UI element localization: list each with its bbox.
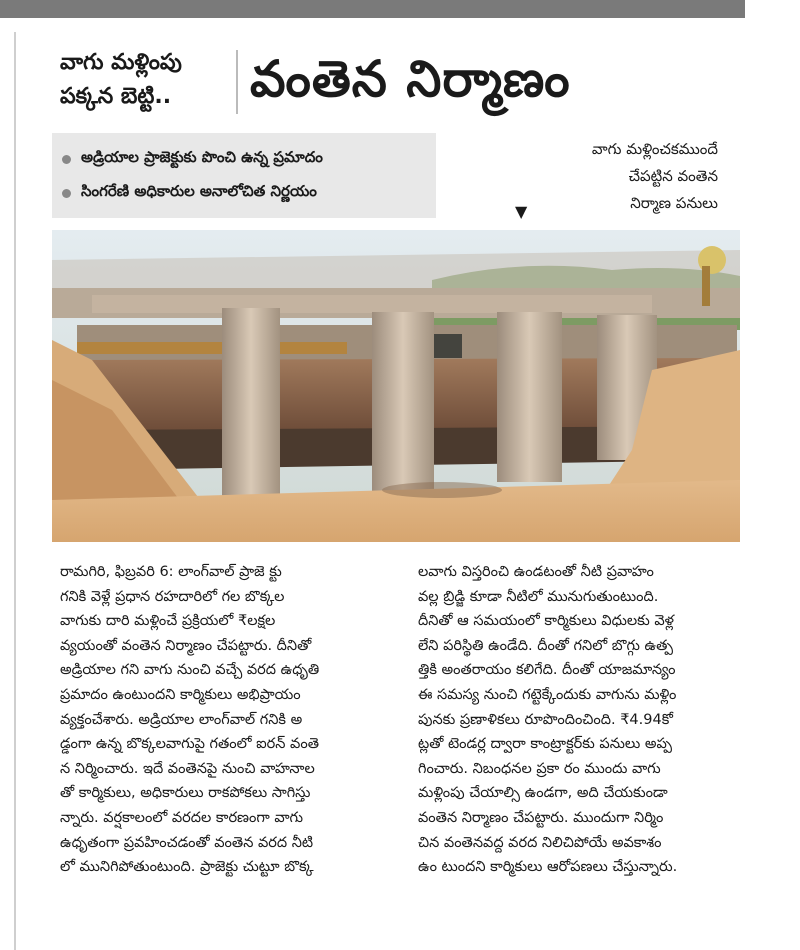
body-line: చిన వంతెనవద్ద వరద నిలిచిపోయే అవకాశం xyxy=(418,834,662,851)
body-line: రామగిరి, ఫిబ్రవరి 6: లాంగ్‌వాల్ ప్రాజె క్టు xyxy=(60,564,282,580)
highlight-text: అడ్రియాల ప్రాజెక్టుకు పొంచి ఉన్న ప్రమాదం xyxy=(81,148,323,166)
body-line: వ్యక్తంచేశారు. అడ్రియాల లాంగ్‌వాల్ గనికి అ xyxy=(60,711,303,728)
caption-line-3: నిర్మాణ పనులు xyxy=(630,194,718,212)
body-line: ఈ సమస్య నుంచి గట్టెక్కేందుకు వాగును మళ్లిం xyxy=(418,686,677,703)
highlight-item xyxy=(62,176,428,210)
bullet-icon xyxy=(62,155,71,164)
top-rule xyxy=(0,0,745,18)
photo-caption xyxy=(528,136,718,217)
article-column-2 xyxy=(418,560,753,880)
bullet-icon xyxy=(62,189,71,198)
body-line: అడ్రియాల గని వాగు నుంచి వచ్చే వరద ఉధృతి xyxy=(60,662,320,679)
body-line: మళ్లింపు చేయాల్సి ఉండగా, అది చేయకుండా xyxy=(418,785,668,802)
body-line: దీనితో ఆ సమయంలో కార్మికులు విధులకు వెళ్ల xyxy=(418,613,674,630)
body-line: న్నారు. వర్షకాలంలో వరదల కారణంగా వాగు xyxy=(60,809,304,826)
headline: వంతెన నిర్మాణం xyxy=(250,50,571,108)
body-line: పునకు ప్రణాళికలు రూపొందించింది. ₹4.94కో xyxy=(418,711,673,728)
body-line: తో కార్మికులు, అధికారులు రాకపోకలు సాగిస్తు xyxy=(60,785,311,802)
body-line: వంతెన నిర్మాణం చేపట్టారు. ముందుగా నిర్మిం xyxy=(418,809,664,826)
body-line: ఉం టుందని కార్మికులు ఆరోపణలు చేస్తున్నారు. xyxy=(418,859,678,876)
kicker-line-1: వాగు మళ్లింపు xyxy=(60,50,182,75)
caption-line-2: చేపట్టిన వంతెన xyxy=(628,167,718,185)
highlight-text: సింగరేణి అధికారుల అనాలోచిత నిర్ణయం xyxy=(81,182,317,200)
body-line: వ్యయంతో వంతెన నిర్మాణం చేపట్టారు. దీనితో xyxy=(60,637,312,654)
highlight-item xyxy=(62,142,428,176)
body-line: న నిర్మించారు. ఇదే వంతెనపై నుంచి వాహనాల xyxy=(60,760,315,777)
caption-line-1: వాగు మళ్లించకముందే xyxy=(591,140,718,158)
body-line: ప్రమాదం ఉంటుందని కార్మికులు అభిప్రాయం xyxy=(60,686,301,703)
body-line: గనికి వెళ్లే ప్రధాన రహదారిలో గల బొక్కల xyxy=(60,588,285,605)
highlights-box xyxy=(52,133,436,218)
body-line: లేని పరిస్థితి ఉండేది. దీంతో గనిలో బొగ్గు ఉత్ప xyxy=(418,637,673,654)
headline-divider xyxy=(236,50,238,114)
body-line: లో మునిగిపోతుంటుంది. ప్రాజెక్టు చుట్టూ బొక్క xyxy=(60,859,314,876)
photo-illustration xyxy=(52,230,740,542)
margin-rule xyxy=(14,32,16,950)
body-line: గించారు. నిబంధనల ప్రకా రం ముందు వాగు xyxy=(418,760,661,777)
kicker-line-2: పక్కన బెట్టి.. xyxy=(60,84,172,109)
article-column-1 xyxy=(60,560,395,880)
body-line: ట్లతో టెండర్ల ద్వారా కాంట్రాక్టర్‌కు పనులు అప్ప xyxy=(418,736,673,753)
kicker xyxy=(60,46,235,114)
body-line: ఉధృతంగా ప్రవహించడంతో వంతెన వరద నీటి xyxy=(60,834,314,851)
bridge-construction-photo xyxy=(52,230,740,542)
body-line: వాగుకు దారి మళ్లించే ప్రక్రియలో ₹లక్షల xyxy=(60,613,276,630)
body-line: లవాగు విస్తరించి ఉండటంతో నీటి ప్రవాహం xyxy=(418,564,654,580)
body-line: త్తికి అంతరాయం కలిగేది. దీంతో యాజమాన్యం xyxy=(418,662,676,679)
body-line: డ్డంగా ఉన్న బొక్కలవాగుపై గతంలో ఐరన్ వంతె xyxy=(60,736,320,753)
caption-arrow-icon: ▼ xyxy=(515,202,528,221)
body-line: వల్ల బ్రిడ్జి కూడా నీటిలో మునుగుతుంటుంది. xyxy=(418,588,659,605)
